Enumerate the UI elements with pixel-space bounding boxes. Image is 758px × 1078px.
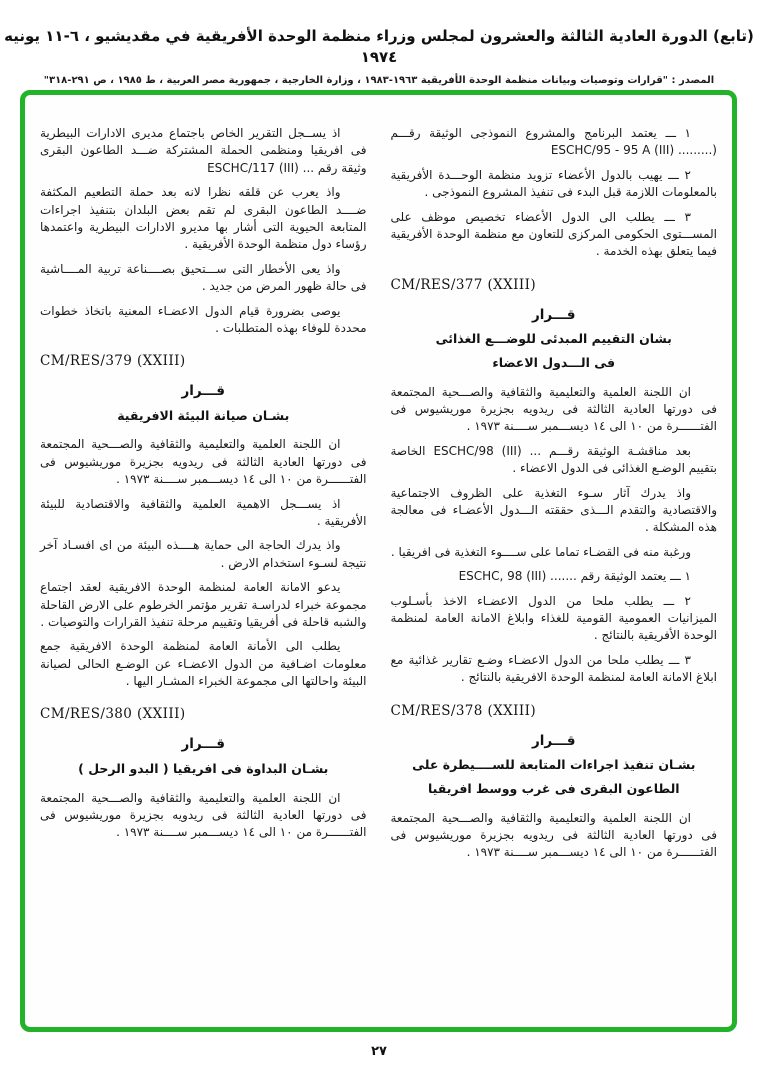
- page-header: [0, 0, 758, 86]
- resolution-word: قـــرار: [532, 306, 576, 323]
- resolution-subtitle: بشان التقييم المبدئى للوضـــع الغذائى: [435, 330, 672, 346]
- resolution-subtitle: الطاعون البقرى فى غرب ووسط افريقيا: [427, 780, 680, 796]
- resolution-code: CM/RES/379 (XXIII): [40, 353, 186, 370]
- paragraph: ان اللجنة العلمية والتعليمية والثقافية والصـــحية المجتمعة فى دورتها العادية الثالثة فى ريدويه بجزيرة موريشيوس فى الفتــــــرة من ١٠ الى ١٤ ديســـمبر ســــنة ١٩٧٣ .: [390, 384, 717, 434]
- paragraph: اذ يســجل التقرير الخاص باجتماع مديرى الادارات البيطرية فى افريقيا ومنظمى الحملة المشتركة ضـــد الطاعون البقرى وثيقة رقم ... (ESCHC/117 (III: [40, 126, 367, 175]
- paragraph: ان اللجنة العلمية والتعليمية والثقافية والصـــحية المجتمعة فى دورتها العادية الثالثة فى ريدويه بجزيرة موريشيوس فى الفتــــــرة من ١٠ الى ١٤ ديســـمبر ســــنة ١٩٧٣ .: [40, 790, 367, 840]
- resolution-heading: [391, 306, 718, 372]
- paragraph: ١ ـــ يعتمد البرنامج والمشروع النموذجى الوثيقة رقـــم (......... (ESCHC/95 - 95 A (III: [390, 126, 717, 158]
- paragraph: واذ يدرك الحاجة الى حماية هــــذه البيئة من اى افسـاد آخر نتيجة لسـوء استخدام الارض .: [40, 538, 367, 570]
- paragraph: ٣ ـــ يطلب الى الدول الأعضاء تخصيص موظف على المســـتوى الحكومى المركزى للتعاون مع منظمة الوحدة الأفريقية فيما يتعلق بهذه الخدمة .: [390, 209, 717, 259]
- paragraph: يوصى بضرورة قيام الدول الاعضـاء المعنية باتخاذ خطوات محددة للوفاء بهذه المتطلبات .: [40, 303, 367, 335]
- paragraph: واذ يدرك آثار سـوء التغذية على الظروف الاجتماعية والاقتصادية والتقدم الـــذى حققته الـــدول الأعضـاء فى معالجة هذه المشكلة .: [390, 485, 717, 535]
- paragraph: ان اللجنة العلمية والتعليمية والثقافية والصـــحية المجتمعة فى دورتها العادية الثالثة فى ريدويه بجزيرة موريشيوس فى الفتــــــرة من ١٠ الى ١٤ ديســـمبر ســــنة ١٩٧٣ .: [390, 810, 717, 860]
- resolution-word: قـــرار: [181, 736, 225, 753]
- page-number: ٢٧: [371, 1044, 387, 1059]
- resolution-subtitle: بشـان صيانة البيئة الافريقية: [117, 407, 290, 423]
- paragraph: ٢ ـــ يطلب ملحا من الدول الاعضـاء الاخذ بأسـلوب الميزانيات العمومية القومية للغذاء وابلاغ الامانة العامة لمنظمة الوحدة الأفريقية بالنتائج .: [390, 593, 717, 643]
- source-line: المصدر : "قرارات وتوصيات وبيانات منظمة الوحدة الأفريقية ١٩٦٣-١٩٨٣ ، وزارة الخارجية ، جمهورية مصر العربية ، ط ١٩٨٥ ، ص ٢٩١-٣١٨": [43, 75, 715, 86]
- paragraph: اذ يســـجل الاهمية العلمية والثقافية والاقتصادية للبيئة الأفريقية .: [40, 496, 367, 528]
- paragraph: ورغبة منه فى القضـاء تماما على ســــوء التغذية فى افريقيا .: [390, 544, 691, 559]
- paragraph: ان اللجنة العلمية والتعليمية والثقافية والصـــحية المجتمعة فى دورتها العادية الثالثة فى ريدويه بجزيرة موريشيوس فى الفتــــــرة من ١٠ الى ١٤ ديســـمبر ســــنة ١٩٧٣ .: [40, 437, 367, 487]
- resolution-word: قـــرار: [181, 383, 225, 400]
- resolution-subtitle: بشـان تنفيذ اجراءات المتابعة للســــيطرة على: [412, 756, 696, 772]
- paragraph: واذ يعرب عن قلقه نظرا لانه بعد حملة التطعيم المكثفة ضــــد الطاعون البقرى لم تقم بعض البلدان بتنفيذ اجراءات المتابعة الحيوية التى أشار بها مديرو الادارات البيطرية واعتمدها رؤساء دول منظمة الوحدة الأفريقية .: [40, 185, 367, 252]
- resolution-code: CM/RES/378 (XXIII): [390, 702, 537, 719]
- column-left: [40, 125, 367, 1009]
- resolution-subtitle: فى الـــدول الاعضاء: [492, 354, 616, 370]
- paragraph: بعد مناقشـة الوثيقة رقـــم ... (ESCHC/98 (III الخاصة بتقييم الوضـع الغذائى فى الدول الاعضاء .: [390, 443, 717, 476]
- resolution-code: CM/RES/377 (XXIII): [390, 276, 537, 293]
- paragraph: ٢ ـــ يهيب بالدول الأعضاء تزويد منظمة الوحـــدة الأفريقية بالمعلومات اللازمة قبل البدء فى تنفيذ المشروع النموذجى .: [390, 167, 717, 200]
- paragraph: ٣ ـــ يطلب ملحا من الدول الاعضـاء وضـع تقارير غذائية مع ابلاغ الامانة العامة لمنظمة الوحدة الافريقية بالنتائج .: [390, 652, 717, 685]
- resolution-word: قـــرار: [532, 732, 576, 749]
- column-right: [391, 125, 718, 1009]
- paragraph: يدعو الامانة العامة لمنظمة الوحدة الافريقية لعقد اجتماع مجموعة خبراء لدراسـة تقرير مؤتمر الخرطوم على الارض القاحلة والشبه قاحلة فى أفريقيا وتقييم مرحلة تنفيذ القرارات والتوصيات .: [40, 580, 367, 629]
- page-title: (تابع) الدورة العادية الثالثة والعشرون لمجلس وزراء منظمة الوحدة الأفريقية في مقديشيو ، ٦-١١ يونيه ١٩٧٤: [4, 27, 754, 66]
- paragraph: واذ يعى الأخطار التى ســـتحيق بصــــناعة تربية المــــاشية فى حالة ظهور المرض من جديد .: [40, 261, 367, 294]
- content-frame: [20, 90, 737, 1032]
- resolution-code: CM/RES/380 (XXIII): [40, 706, 186, 723]
- paragraph: ١ ـــ يعتمد الوثيقة رقم ....... (ESCHC, 98 (III: [458, 569, 691, 584]
- resolution-subtitle: بشـان البداوة فى افريقيا ( البدو الرحل ): [78, 760, 329, 776]
- resolution-heading: [40, 382, 367, 424]
- resolution-heading: [391, 732, 718, 798]
- paragraph: يطلب الى الأمانة العامة لمنظمة الوحدة الافريقية جمع معلومات اضـافية من الدول الاعضـاء عن الوضـع الحالى لصيانة البيئة واحالتها الى مجموعة الخبراء المشـار اليها .: [40, 639, 367, 689]
- text-columns: [25, 95, 732, 1027]
- resolution-heading: [40, 735, 367, 777]
